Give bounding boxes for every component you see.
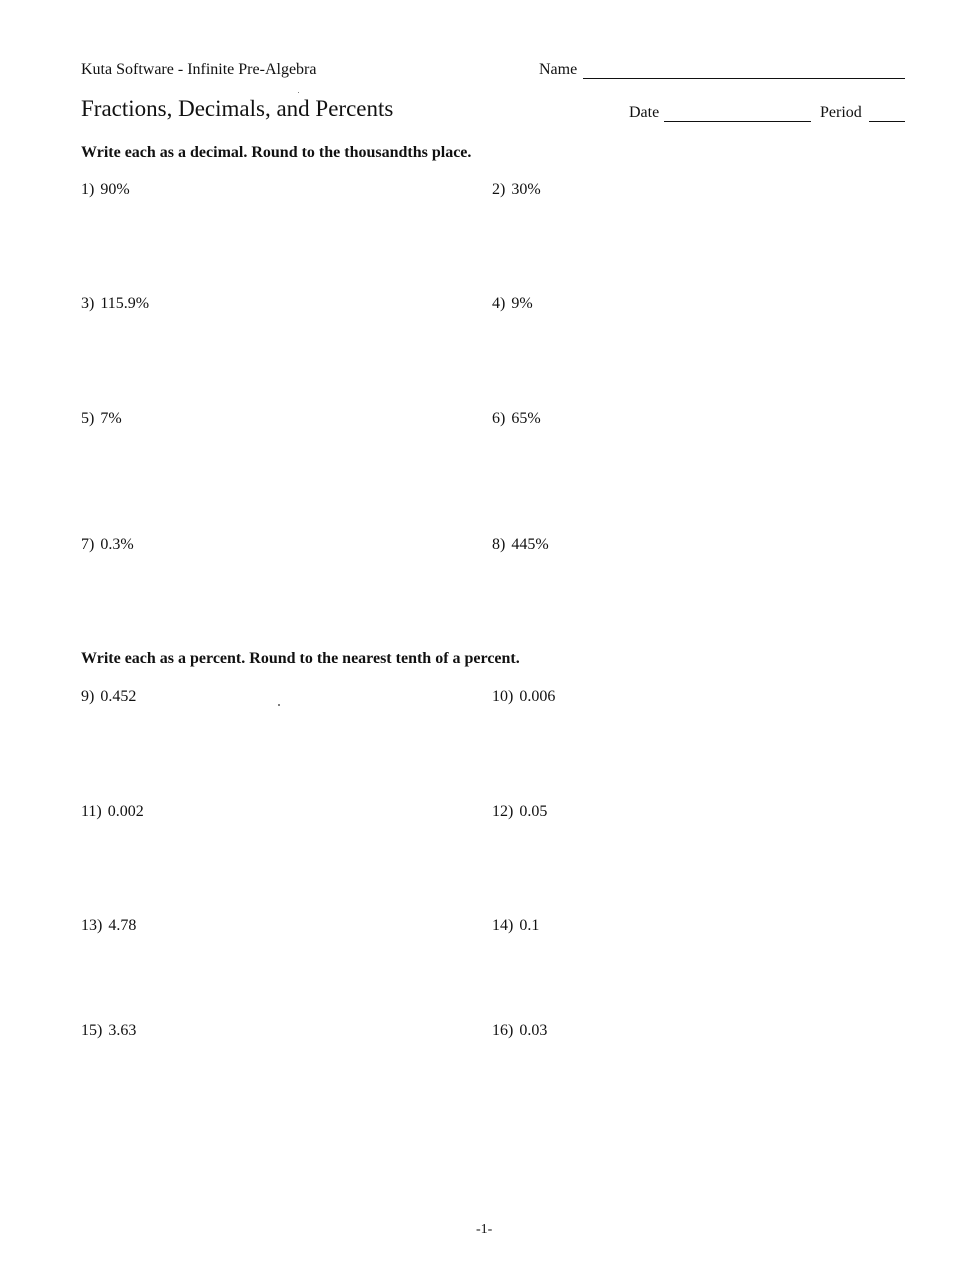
problem-11: [81, 803, 144, 821]
problem-value: 115.9%: [100, 295, 150, 312]
name-field-line[interactable]: [583, 78, 905, 79]
problem-value: 9%: [511, 295, 533, 312]
problem-13: [81, 917, 136, 935]
problem-8: [492, 536, 549, 554]
problem-number: 12): [492, 803, 514, 820]
problem-4: [492, 295, 533, 313]
date-label: Date: [629, 104, 660, 121]
problem-number: 16): [492, 1022, 514, 1039]
problem-number: 2): [492, 181, 506, 198]
problem-number: 8): [492, 536, 506, 553]
name-label: Name: [539, 61, 578, 78]
problem-value: 90%: [100, 181, 130, 198]
problem-number: 7): [81, 536, 95, 553]
problem-2: [492, 181, 541, 199]
date-field-line[interactable]: [664, 121, 811, 122]
problem-number: 15): [81, 1022, 103, 1039]
problem-number: 6): [492, 410, 506, 427]
problem-value: 3.63: [108, 1022, 137, 1039]
page-number: -1-: [476, 1222, 493, 1237]
problem-value: 7%: [100, 410, 122, 427]
problem-1: [81, 181, 130, 199]
problem-9: [81, 688, 136, 706]
problem-number: 4): [492, 295, 506, 312]
scan-speck: [298, 92, 299, 93]
period-label: Period: [820, 104, 862, 121]
section-1-instruction: Write each as a decimal. Round to the thousandths place.: [81, 144, 472, 161]
problem-3: [81, 295, 149, 313]
problem-value: 30%: [511, 181, 541, 198]
problem-10: [492, 688, 555, 706]
problem-6: [492, 410, 541, 428]
problem-number: 14): [492, 917, 514, 934]
worksheet-title: Fractions, Decimals, and Percents: [81, 96, 394, 121]
problem-value: 445%: [511, 536, 549, 553]
problem-value: 4.78: [108, 917, 137, 934]
problem-value: 0.03: [519, 1022, 548, 1039]
problem-15: [81, 1022, 136, 1040]
problem-12: [492, 803, 547, 821]
problem-14: [492, 917, 539, 935]
problem-number: 3): [81, 295, 95, 312]
scan-speck: [278, 704, 280, 706]
problem-number: 9): [81, 688, 95, 705]
problem-16: [492, 1022, 547, 1040]
problem-7: [81, 536, 134, 554]
problem-value: 0.452: [100, 688, 137, 705]
publisher-label: Kuta Software - Infinite Pre-Algebra: [81, 61, 317, 78]
problem-value: 0.05: [519, 803, 548, 820]
problem-value: 0.1: [519, 917, 540, 934]
problem-value: 0.002: [107, 803, 144, 820]
problem-number: 5): [81, 410, 95, 427]
problem-5: [81, 410, 122, 428]
period-field-line[interactable]: [869, 121, 905, 122]
problem-number: 10): [492, 688, 514, 705]
problem-value: 0.006: [519, 688, 556, 705]
problem-number: 1): [81, 181, 95, 198]
problem-number: 13): [81, 917, 103, 934]
problem-number: 11): [81, 803, 102, 820]
section-2-instruction: Write each as a percent. Round to the nearest tenth of a percent.: [81, 650, 520, 667]
problem-value: 65%: [511, 410, 541, 427]
problem-value: 0.3%: [100, 536, 134, 553]
